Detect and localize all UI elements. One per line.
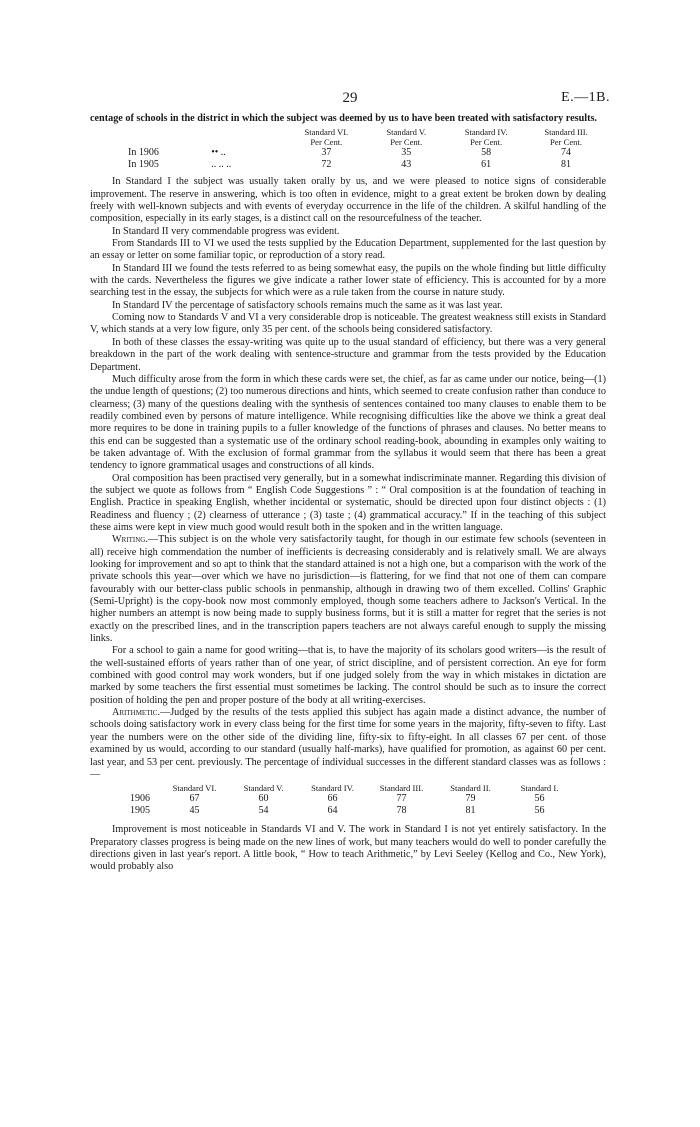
paragraph: In Standard IV the percentage of satisfactory schools remains much the same as it was last year. [112,299,503,311]
body-text [90,113,606,874]
column-header: Standard IV. [311,783,354,794]
table-cell: 37 [321,147,332,159]
column-header: Standard II. [450,783,491,794]
paragraph: In Standard III we found the tests referred to as being somewhat easy, the pupils on the whole finding but little difficulty with the cards. Nevertheless the figures we give indicate a rather lower state of efficiency. This is accounted for by a more searching test in the essay, the subjects for which were as a rule taken from the course in nature study. [90,262,606,299]
paragraph: In Standard II very commendable progress was evident. [112,225,340,237]
table-cell: 64 [327,804,338,816]
paragraph: Coming now to Standards V and VI a very considerable drop is noticeable. The greatest weakness still exists in Standard V, which stands at a very low figure, only 35 per cent. of the schools being considered satisfactory. [90,312,606,336]
table-cell: 81 [561,158,572,170]
document-reference: E.—1B. [561,90,610,105]
column-header: Standard I. [520,783,559,794]
paragraph: In both of these classes the essay-writing was quite up to the usual standard of efficiency, but there was a very general breakdown in the part of the work dealing with sentence-structure and grammar from the tests provided by the Education Department. [90,336,606,373]
arithmetic-heading: Arithmetic. [112,707,161,719]
table-row [130,793,574,805]
table-cell: 54 [258,804,269,816]
composition-results-table [128,127,606,170]
closing-paragraph: Improvement is most noticeable in Standards VI and V. The work in Standard I is not yet entirely satisfactory. In the Preparatory classes progress is being made on the new lines of work, but many teachers would do well to ponder carefully the directions given in last year's report. A little book, “ How to teach Arithmetic,” by Levi Seeley (Kellog and Co., New York), would probably also [90,824,606,873]
table-cell: 60 [258,793,269,805]
column-header: Standard IV. Per Cent. [464,127,508,148]
table-cell: 56 [534,804,545,816]
table-cell: 74 [561,147,572,159]
column-header: Standard III. [379,783,424,794]
page-number: 29 [342,90,358,106]
table-cell: 67 [189,793,200,805]
table-cell: 58 [481,147,492,159]
row-label: 1906 [130,793,150,805]
column-header: Standard VI. [172,783,217,794]
column-header: Standard V. [243,783,284,794]
leader-dots: .. .. .. [211,158,232,170]
column-header: Standard VI. Per Cent. [304,127,349,148]
table-cell: 72 [321,158,332,170]
table-header-row [130,783,574,793]
table-cell: 35 [401,147,412,159]
table-cell: 56 [534,793,545,805]
intro-paragraph: centage of schools in the district in which the subject was deemed by us to have been treated with satisfactory results. [90,113,597,124]
table-row [128,147,606,159]
row-label: In 1906 [128,147,159,159]
row-label: In 1905 [128,158,159,170]
writing-paragraph: Writing.—This subject is on the whole very satisfactorily taught, for though in our estimate few schools (seventeen in all) receive high commendation the number of inefficients is decreasing considerably and is relatively small. We are always looking for improvement and so apt to think that the standard attained is not a high one, but a comparison with the work of the private schools this year—over which we have no jurisdiction—is flattering, for we find that not one of them can compare favourably with our better-class public schools in penmanship, although in drawing two of them excelled. Collins' Graphic (Semi-Upright) is the copy-book now most commonly employed, though some teachers adhere to Jackson's Vertical. In the higher numbers an attempt is now being made to supply business forms, but it is still a matter for regret that the series is not exactly on the prescribed lines, and in the transcription papers teachers are not always careful enough to supply the missing links. [90,534,606,645]
table-cell: 78 [396,804,407,816]
table-row [130,805,574,817]
writing-heading: Writing. [112,534,148,546]
paragraph: Much difficulty arose from the form in which these cards were set, the chief, as far as came under our notice, being—(1) the undue length of questions; (2) too numerous directions and hints, which seemed to create confusion rather than conduce to clearness; (3) many of the questions dealing with the synthesis of sentences contained too many clauses to enable them to be readily combined even by persons of mature intelligence. While recognising difficulties like the above we think a great deal more requires to be done in training pupils to a fuller knowledge of the functions of phrases and clauses. No better means to this end can be suggested than a systematic use of the ordinary school reading-book, abounding in examples only waiting to be taken advantage of. With the exclusion of formal grammar from the syllabus it would seem that there has been a great tendency to ignore grammatical usages and constructions of all kinds. [90,373,606,472]
paragraph: From Standards III to VI we used the tests supplied by the Education Department, supplemented for the last question by an essay or letter on some familiar topic, or reproduction of a story read. [90,238,606,262]
column-header: Standard III. Per Cent. [544,127,588,148]
arithmetic-results-table [130,783,574,816]
paragraph: Oral composition has been practised very generally, but in a somewhat indiscriminate manner. Regarding this division of the subject we quote as follows from “ English Code Suggestions ” : “ Oral composition is at the foundation of teaching in English. Practice in speaking English, whether incidental or systematic, should be directed upon four distinct objects : (1) Readiness and fluency ; (2) clearness of utterance ; (3) taste ; (4) grammatical accuracy.” If in the teaching of this subject these aims were kept in view much good would result both in the spoken and in the written language. [90,472,606,533]
table-cell: 61 [481,158,492,170]
paragraph: In Standard I the subject was usually taken orally by us, and we were pleased to notice signs of considerable improvement. The reserve in answering, which is too often in evidence, might to a great extent be broken down by dealing freely with well-known subjects and with events of everyday occurrence in the life of the children. A skilful handling of the composition, especially in its early stages, is a distinct call on the resourcefulness of the teacher. [90,176,606,225]
leader-dots: •• .. [211,147,226,159]
table-cell: 66 [327,793,338,805]
table-cell: 43 [401,158,412,170]
table-row [128,159,606,171]
arithmetic-paragraph: Arithmetic.—Judged by the results of the tests applied this subject has again made a distinct advance, the number of schools doing satisfactory work in every class being for the first time for some years in the majority, fifty-seven to fifty. Last year the numbers were on the other side of the dividing line, fifty-six to fifty-eight. In all classes 67 per cent. of those examined by us would, according to our standard (usually half-marks), have qualified for promotion, as against 60 per cent. last year, and 53 per cent. previously. The percentage of individual successes in the different standard classes was as follows :— [90,707,606,780]
table-cell: 45 [189,804,200,816]
row-label: 1905 [130,804,150,816]
paragraph: For a school to gain a name for good writing—that is, to have the majority of its scholars good writers—is the result of the well-sustained efforts of years rather than of one year, of strict discipline, and of persistent correction. An eye for form combined with good control may work wonders, but if one judged solely from the way in which mistakes in dictation are marked by some teachers the first essential must sometimes be lacking. The control should be such as to insure the correct position of holding the pen and proper posture of the body at all writing-exercises. [90,645,606,706]
column-header: Standard V. Per Cent. [386,127,427,148]
table-cell: 81 [465,804,476,816]
table-cell: 79 [465,793,476,805]
table-header-row [128,127,606,147]
table-cell: 77 [396,793,407,805]
